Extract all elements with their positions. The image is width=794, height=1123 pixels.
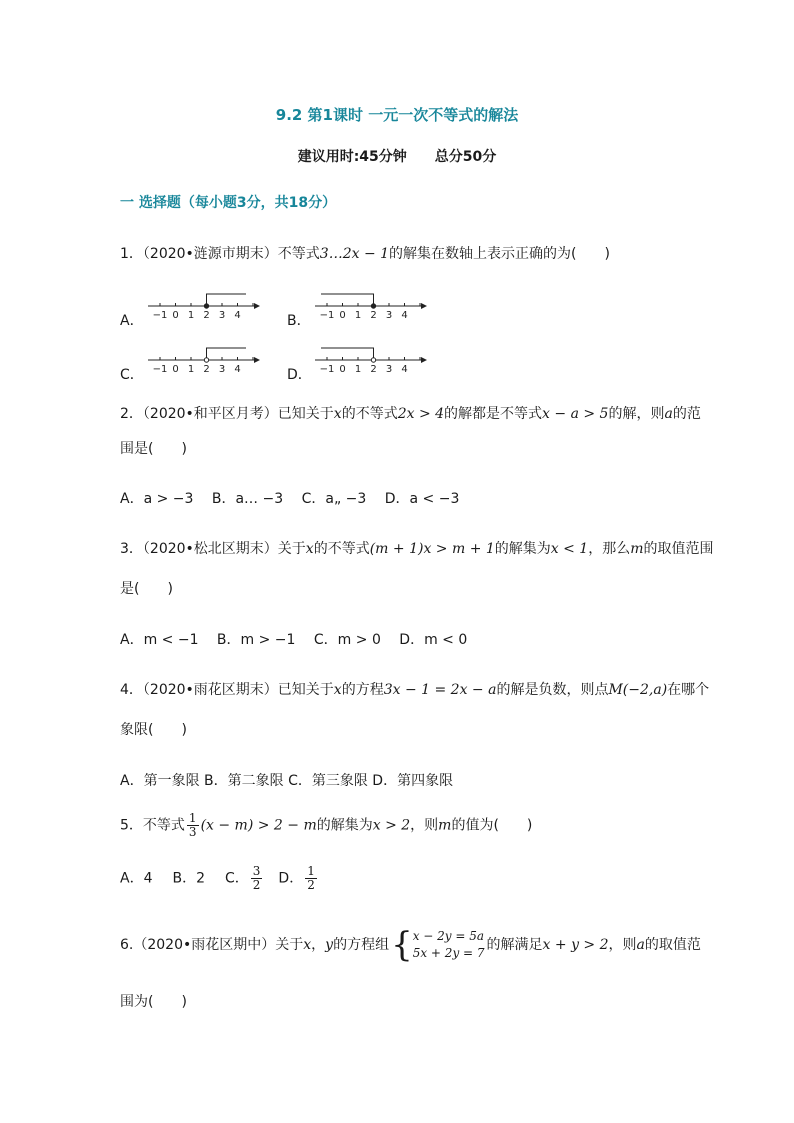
question-6 [120, 925, 701, 965]
q1-expr: 3…2x − 1 [319, 246, 390, 262]
q5-option-c[interactable]: C． [225, 870, 249, 887]
q1-suffix: 的解集在数轴上表示正确的为( ) [389, 246, 610, 262]
tick-label: 4 [401, 364, 408, 375]
q3-solution: x < 1 [550, 541, 589, 557]
q4-line-2: 象限( ) [120, 722, 187, 738]
question-3 [120, 538, 714, 558]
q5-fraction [187, 812, 199, 839]
q6-condition: x + y > 2 [542, 937, 609, 953]
q2-ineq-1: 2x > 4 [397, 406, 445, 422]
q2-var-x: x [333, 406, 342, 422]
q5-solution: x > 2 [372, 817, 411, 834]
tick-label: 1 [354, 364, 362, 375]
q3-text-e: 的取值范围 [643, 541, 714, 557]
tick-label: 3 [218, 310, 226, 321]
q5-suffix: 的值为( ) [451, 817, 533, 834]
q2-text-e: 的范 [672, 406, 701, 422]
q4-options[interactable]: A．第一象限 B．第二象限 C．第三象限 D．第四象限 [120, 773, 454, 789]
total-score: 总分50分 [434, 149, 497, 165]
axis-arrow-icon [421, 303, 427, 309]
q4-equation: 3x − 1 = 2x − a [383, 682, 497, 698]
q5-opt-d-num: 1 [307, 864, 315, 878]
q6-eq-1: x − 2y = 5a [412, 929, 485, 943]
q4-text-b: 的方程 [341, 682, 384, 698]
q1-numberline-d [313, 340, 433, 378]
q4-text-d: 在哪个 [667, 682, 710, 698]
tick-label: 1 [187, 364, 195, 375]
tick-label: −1 [319, 364, 335, 375]
tick-label: −1 [152, 364, 168, 375]
q1-option-c-label[interactable]: C． [120, 367, 144, 383]
q1-numberline-b [313, 286, 433, 324]
q3-text-c: 的解集为 [494, 541, 551, 557]
question-1 [120, 243, 610, 263]
q6-eq-2: 5x + 2y = 7 [412, 946, 485, 960]
q5-option-d[interactable]: D． [278, 870, 304, 887]
tick-label: 3 [385, 364, 393, 375]
question-4 [120, 679, 709, 699]
q5-frac-num: 1 [188, 811, 197, 825]
q1-numberline-c [146, 340, 266, 378]
q2-var-a: a [664, 406, 673, 422]
page-subtitle [0, 146, 794, 166]
axis-arrow-icon [421, 357, 427, 363]
tick-label: −1 [152, 310, 168, 321]
tick-label: 3 [385, 310, 393, 321]
time-limit: 建议用时:45分钟 [297, 149, 407, 165]
question-2 [120, 403, 701, 423]
q5-prefix: 5．不等式 [120, 817, 185, 834]
tick-label: 2 [370, 310, 377, 321]
q6-suffix: 的取值范 [644, 937, 701, 953]
q2-text-c: 的解都是不等式 [444, 406, 543, 422]
tick-label: 2 [203, 310, 210, 321]
boundary-point [371, 358, 375, 362]
q4-text-a: 4．（2020•雨花区期末）已知关于 [120, 682, 334, 698]
tick-label: 4 [401, 310, 408, 321]
q5-option-c-fraction [251, 865, 263, 892]
tick-label: 3 [218, 364, 226, 375]
solution-bracket [207, 294, 247, 306]
tick-label: 4 [234, 364, 241, 375]
q4-var-x: x [333, 682, 342, 698]
tick-label: 0 [339, 364, 346, 375]
q2-text-b: 的不等式 [341, 406, 398, 422]
q1-option-d-label[interactable]: D． [287, 367, 312, 383]
q5-options[interactable] [120, 865, 319, 892]
q2-text-a: 2．（2020•和平区月考）已知关于 [120, 406, 334, 422]
q6-equation-system [391, 925, 485, 965]
q5-mid: 的解集为 [316, 817, 373, 834]
boundary-point [204, 304, 208, 308]
q3-text-d: ，那么 [588, 541, 631, 557]
q4-point: M(−2,a) [608, 682, 668, 698]
q5-expr: (x − m) > 2 − m [200, 817, 317, 834]
q2-line-2: 围是( ) [120, 441, 187, 457]
q6-mid3: ，则 [608, 937, 637, 953]
q6-prefix: 6.（2020•雨花区期中）关于 [120, 937, 304, 953]
q2-text-d: 的解，则 [608, 406, 665, 422]
axis-arrow-icon [254, 357, 260, 363]
q6-comma: ， [311, 937, 326, 953]
q6-var-a: a [636, 937, 645, 953]
q5-frac-den: 3 [188, 825, 197, 839]
tick-label: 2 [203, 364, 210, 375]
q4-text-c: 的解是负数，则点 [496, 682, 609, 698]
q5-mid2: ，则 [410, 817, 439, 834]
q2-ineq-2: x − a > 5 [542, 406, 609, 422]
q6-var-y: y [325, 937, 334, 953]
q3-ineq: (m + 1)x > m + 1 [369, 541, 495, 557]
q3-var-x: x [305, 541, 314, 557]
tick-label: 1 [354, 310, 362, 321]
solution-bracket [321, 294, 374, 306]
q5-option-b[interactable]: B．2 [172, 870, 205, 887]
q2-options[interactable]: A．a > −3 B．a… −3 C．a„ −3 D．a < −3 [120, 491, 460, 507]
q1-prefix: 1．（2020•涟源市期末）不等式 [120, 246, 320, 262]
q6-mid2: 的解满足 [486, 937, 543, 953]
q3-var-m: m [630, 541, 644, 557]
solution-bracket [321, 348, 374, 360]
page-title: 9.2 第1课时 一元一次不等式的解法 [275, 106, 519, 124]
q5-var-m: m [438, 817, 452, 834]
tick-label: 0 [339, 310, 346, 321]
boundary-point [371, 304, 375, 308]
axis-arrow-icon [254, 303, 260, 309]
tick-label: 4 [234, 310, 241, 321]
question-5 [120, 812, 532, 839]
q6-mid: 的方程组 [333, 937, 390, 953]
q5-opt-c-num: 3 [252, 864, 261, 878]
q3-text-b: 的不等式 [313, 541, 370, 557]
q3-options[interactable]: A．m < −1 B．m > −1 C．m > 0 D．m < 0 [120, 632, 468, 648]
q1-numberline-a [146, 286, 266, 324]
tick-label: 2 [370, 364, 377, 375]
tick-label: 0 [172, 310, 179, 321]
solution-bracket [207, 348, 247, 360]
section-heading: 一 选择题（每小题3分，共18分） [120, 195, 337, 211]
q5-option-d-fraction [305, 865, 317, 892]
q6-line-2: 围为( ) [120, 994, 187, 1010]
q3-line-2: 是( ) [120, 581, 173, 597]
q5-opt-c-den: 2 [252, 878, 261, 892]
tick-label: 0 [172, 364, 179, 375]
q5-option-a[interactable]: A．4 [120, 870, 153, 887]
tick-label: 1 [187, 310, 195, 321]
q1-option-a-label[interactable]: A． [120, 313, 144, 329]
q3-text-a: 3．（2020•松北区期末）关于 [120, 541, 306, 557]
q1-option-b-label[interactable]: B． [287, 313, 311, 329]
q6-var-x: x [303, 937, 312, 953]
q5-opt-d-den: 2 [307, 878, 315, 892]
q6-brace: { [391, 925, 413, 965]
tick-label: −1 [319, 310, 335, 321]
boundary-point [204, 358, 208, 362]
